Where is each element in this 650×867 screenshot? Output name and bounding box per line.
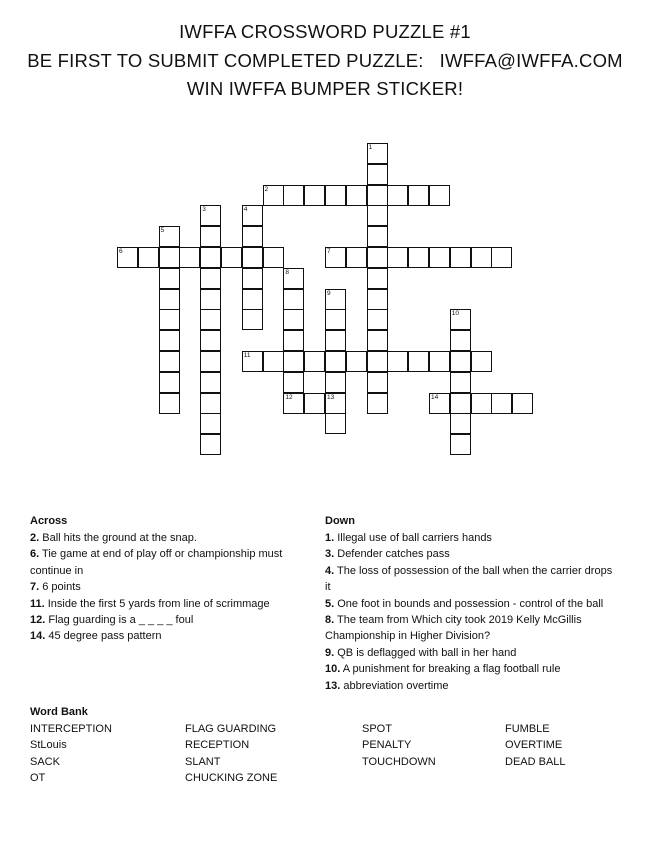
clue-number: 7 <box>327 248 331 255</box>
crossword-cell[interactable] <box>200 268 221 289</box>
word-bank-word: SLANT <box>185 755 221 768</box>
crossword-cell[interactable] <box>200 351 221 372</box>
clue-number-label: 12. <box>30 614 46 627</box>
clue-number-label: 11. <box>30 597 45 610</box>
clue-number-label: 2. <box>30 532 40 544</box>
crossword-cell[interactable] <box>200 289 221 310</box>
clue-down <box>325 596 620 612</box>
crossword-cell[interactable] <box>263 351 284 372</box>
crossword-cell[interactable] <box>408 351 429 372</box>
title-line-3: WIN IWFFA BUMPER STICKER! <box>186 78 464 99</box>
crossword-cell[interactable] <box>367 268 388 289</box>
crossword-cell[interactable] <box>263 185 284 206</box>
crossword-cell[interactable] <box>200 205 221 226</box>
crossword-cell[interactable] <box>325 372 346 393</box>
clue-number: 4 <box>243 206 248 214</box>
word-bank-word: FUMBLE <box>505 723 550 735</box>
clue-text: Inside the first 5 yards from line of scrimmage <box>44 597 270 610</box>
crossword-cell[interactable] <box>200 372 221 393</box>
word-bank-word: SPOT <box>362 723 392 735</box>
clue-across <box>30 546 298 579</box>
word-bank-word: DEAD BALL <box>505 755 566 768</box>
crossword-cell[interactable] <box>367 205 388 226</box>
crossword-cell[interactable] <box>242 205 263 226</box>
title-line-1: IWFFA CROSSWORD PUZZLE #1 <box>179 21 471 42</box>
word-bank-word: TOUCHDOWN <box>362 755 436 768</box>
crossword-cell[interactable] <box>304 185 325 206</box>
clue-down <box>325 678 620 694</box>
crossword-cell[interactable] <box>159 247 180 268</box>
word-bank-word: StLouis <box>30 739 67 752</box>
crossword-cell[interactable] <box>200 393 221 414</box>
clue-across <box>30 596 298 612</box>
crossword-cell[interactable] <box>242 289 263 310</box>
crossword-cell[interactable] <box>200 434 221 455</box>
crossword-cell[interactable] <box>471 247 492 268</box>
crossword-cell[interactable] <box>450 372 471 393</box>
clue-number: 3 <box>202 206 206 214</box>
crossword-cell[interactable] <box>367 143 388 164</box>
crossword-cell[interactable] <box>159 351 180 372</box>
clue-down <box>325 645 620 661</box>
clue-text: abbreviation overtime <box>340 679 449 692</box>
crossword-cell[interactable] <box>304 393 325 414</box>
crossword-cell[interactable] <box>283 393 304 414</box>
clue-text: The loss of possession of the ball when the carrier drops it <box>325 564 613 594</box>
crossword-cell[interactable] <box>159 289 180 310</box>
clue-number-label: 10. <box>325 663 341 676</box>
crossword-cell[interactable] <box>367 185 388 206</box>
word-bank-word: PENALTY <box>362 739 412 752</box>
crossword-cell[interactable] <box>387 351 408 372</box>
clue-number: 12 <box>285 393 293 401</box>
clue-text: 6 points <box>39 581 81 594</box>
crossword-cell[interactable] <box>325 330 346 351</box>
crossword-cell[interactable] <box>159 226 180 247</box>
crossword-cell[interactable] <box>450 413 471 434</box>
crossword-cell[interactable] <box>491 393 512 414</box>
clue-across <box>30 579 298 595</box>
clue-number-label: 6. <box>30 548 40 561</box>
crossword-cell[interactable] <box>159 330 180 351</box>
crossword-cell[interactable] <box>117 247 138 268</box>
crossword-cell[interactable] <box>200 330 221 351</box>
word-bank-word: CHUCKING ZONE <box>185 772 278 785</box>
crossword-cell[interactable] <box>283 372 304 393</box>
across-clues <box>30 530 298 645</box>
crossword-cell[interactable] <box>367 289 388 310</box>
crossword-cell[interactable] <box>200 247 221 268</box>
crossword-cell[interactable] <box>200 309 221 330</box>
clue-across <box>30 612 298 628</box>
crossword-cell[interactable] <box>367 330 388 351</box>
crossword-cell[interactable] <box>325 351 346 372</box>
clue-number-label: 5. <box>325 597 335 610</box>
crossword-cell[interactable] <box>367 164 388 185</box>
crossword-cell[interactable] <box>408 185 429 206</box>
clue-number-label: 7. <box>30 581 40 594</box>
clue-number-label: 1. <box>325 532 335 544</box>
crossword-cell[interactable] <box>367 372 388 393</box>
crossword-cell[interactable] <box>429 351 450 372</box>
word-bank-word: SACK <box>30 755 60 768</box>
clue-number: 13 <box>327 393 335 401</box>
crossword-cell[interactable] <box>450 247 471 268</box>
clue-number-label: 4. <box>325 564 335 577</box>
clue-text: Illegal use of ball carriers hands <box>334 532 492 544</box>
clue-number-label: 13. <box>325 679 341 692</box>
clue-number: 5 <box>160 227 165 235</box>
clue-text: QB is deflagged with ball in her hand <box>334 646 517 659</box>
clue-number: 6 <box>119 248 123 255</box>
clue-text: Flag guarding is a _ _ _ _ foul <box>45 614 194 627</box>
clue-number: 1 <box>368 144 373 151</box>
crossword-cell[interactable] <box>450 330 471 351</box>
crossword-cell[interactable] <box>242 309 263 330</box>
crossword-cell[interactable] <box>387 185 408 206</box>
clue-number: 14 <box>431 393 439 401</box>
crossword-cell[interactable] <box>159 393 180 414</box>
clue-text: One foot in bounds and possession - control of the ball <box>334 597 604 610</box>
crossword-cell[interactable] <box>450 393 471 414</box>
word-bank-word: OVERTIME <box>505 739 563 752</box>
crossword-cell[interactable] <box>367 351 388 372</box>
crossword-cell[interactable] <box>429 247 450 268</box>
clue-text: The team from Which city took 2019 Kelly McGillis Championship in Higher Division? <box>325 614 582 643</box>
crossword-cell[interactable] <box>283 309 304 330</box>
crossword-cell[interactable] <box>408 247 429 268</box>
clue-text: 45 degree pass pattern <box>45 630 162 643</box>
clue-number-label: 9. <box>325 646 335 659</box>
word-bank-word: INTERCEPTION <box>30 723 112 735</box>
crossword-cell[interactable] <box>283 330 304 351</box>
crossword-cell[interactable] <box>200 413 221 434</box>
word-bank-word: RECEPTION <box>185 739 250 752</box>
clue-number-label: 14. <box>30 630 46 643</box>
crossword-cell[interactable] <box>325 185 346 206</box>
crossword-cell[interactable] <box>471 351 492 372</box>
crossword-cell[interactable] <box>387 247 408 268</box>
crossword-cell[interactable] <box>242 268 263 289</box>
clue-text: Tie game at end of play off or championship must continue in <box>30 548 283 577</box>
crossword-cell[interactable] <box>512 393 533 414</box>
crossword-cell[interactable] <box>325 309 346 330</box>
crossword-cell[interactable] <box>221 247 242 268</box>
crossword-cell[interactable] <box>283 289 304 310</box>
crossword-cell[interactable] <box>263 247 284 268</box>
down-heading: Down <box>325 515 355 527</box>
clue-down <box>325 546 620 562</box>
crossword-cell[interactable] <box>159 268 180 289</box>
clue-text: Defender catches pass <box>334 548 450 561</box>
crossword-cell[interactable] <box>179 247 200 268</box>
crossword-cell[interactable] <box>242 351 263 372</box>
crossword-cell[interactable] <box>283 268 304 289</box>
crossword-cell[interactable] <box>200 226 221 247</box>
clue-down <box>325 661 620 677</box>
crossword-cell[interactable] <box>242 226 263 247</box>
crossword-cell[interactable] <box>138 247 159 268</box>
clue-number: 9 <box>327 289 331 297</box>
crossword-cell[interactable] <box>346 185 367 206</box>
crossword-cell[interactable] <box>304 351 325 372</box>
crossword-cell[interactable] <box>429 393 450 414</box>
down-clues <box>325 530 620 694</box>
clue-across <box>30 530 298 546</box>
word-bank-word: FLAG GUARDING <box>185 723 277 735</box>
crossword-cell[interactable] <box>450 434 471 455</box>
crossword-cell[interactable] <box>325 393 346 414</box>
clue-text: Ball hits the ground at the snap. <box>39 532 197 544</box>
across-heading: Across <box>30 515 68 527</box>
crossword-cell[interactable] <box>283 351 304 372</box>
crossword-cell[interactable] <box>242 247 263 268</box>
crossword-cell[interactable] <box>367 226 388 247</box>
clue-across <box>30 628 298 644</box>
crossword-cell[interactable] <box>450 351 471 372</box>
crossword-cell[interactable] <box>450 309 471 330</box>
crossword-cell[interactable] <box>283 185 304 206</box>
clue-number-label: 8. <box>325 614 335 627</box>
title-line-2: BE FIRST TO SUBMIT COMPLETED PUZZLE: IWFFA@IWFFA.COM <box>27 50 623 71</box>
word-bank-title: Word Bank <box>30 706 88 718</box>
word-bank-word: OT <box>30 772 46 785</box>
clue-text: A punishment for breaking a flag football rule <box>340 663 561 676</box>
clue-number: 8 <box>285 268 290 276</box>
crossword-cell[interactable] <box>325 289 346 310</box>
crossword-cell[interactable] <box>346 351 367 372</box>
clue-down <box>325 612 620 645</box>
crossword-cell[interactable] <box>367 247 388 268</box>
clue-down <box>325 530 620 546</box>
crossword-cell[interactable] <box>491 247 512 268</box>
crossword-cell[interactable] <box>325 247 346 268</box>
crossword-cell[interactable] <box>159 372 180 393</box>
crossword-cell[interactable] <box>346 247 367 268</box>
clue-number: 11 <box>243 352 251 359</box>
clue-number: 2 <box>264 185 269 193</box>
crossword-cell[interactable] <box>367 309 388 330</box>
clue-number-label: 3. <box>325 548 335 561</box>
clue-down <box>325 563 620 596</box>
crossword-cell[interactable] <box>367 393 388 414</box>
crossword-cell[interactable] <box>159 309 180 330</box>
crossword-cell[interactable] <box>429 185 450 206</box>
clue-number: 10 <box>451 310 460 318</box>
crossword-cell[interactable] <box>471 393 492 414</box>
crossword-cell[interactable] <box>325 413 346 434</box>
